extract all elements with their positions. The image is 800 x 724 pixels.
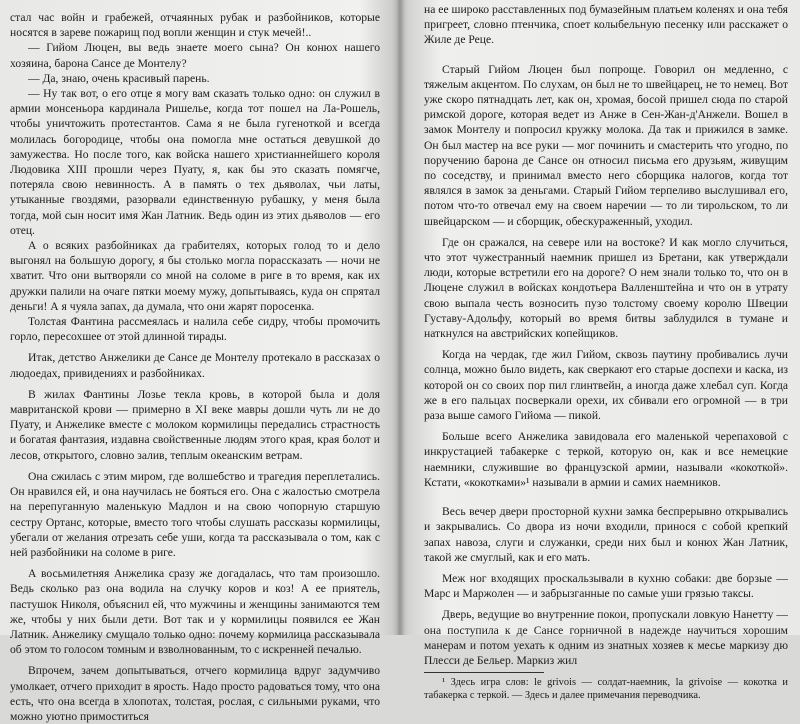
paragraph: Толстая Фантина рассмеялась и налила себе сидру, чтобы промочить горло, пересохшее от этой длинной тирады.: [10, 315, 380, 344]
paragraph: — Да, знаю, очень красивый парень.: [28, 71, 210, 85]
paragraph: В жилах Фантины Лозье текла кровь, в которой была и доля мавританской крови — примерно в XI веке мавры дошли чуть ли не до Пуату, и Анжелике вместе с молоком кормилицы передались страстность и богатая фантазия, издавна свойственные людям этого края, края болот и лесов, открытого, словно залив, теплым океанским ветрам.: [10, 387, 380, 462]
paragraph: на ее широко расставленных под бумазейным платьем коленях и она тебя пригреет, словно птенчика, споет колыбельную песенку или расскажет о Жиле де Реце.: [424, 3, 788, 47]
paragraph: Больше всего Анжелика завидовала его маленькой черепаховой с инкрустацией табакерке с теркой, которую он, как и все немецкие наемники, служившие во французской армии, называли «кокоткой». Кстати, «кокотками»¹ называли в армии и самих наемников.: [424, 430, 788, 489]
paragraph: Старый Гийом Люцен был попроще. Говорил он медленно, с тяжелым акцентом. По слухам, он был не то швейцарец, не то немец. Вот уже скоро пятнадцать лет, как он, хромая, босой пришел сюда по старой римской дороге, которая ведет из Анже в Сен-Жан-д'Анжели. Вошел в замок Монтелу и попросил кружку молока. Да так и прижился в замке. Он был мастер на все руки — мог починить и смастерить что угодно, по поручению барона де Сансе он относил письма его друзьям, живущим по соседству, и принимал вместо него сборщика налогов, когда тот являлся в замок за деньгами. Старый Гийом терпеливо выслушивал его, потом что-то отвечал ему на своем наречии — то ли тирольском, то ли швейцарском — и сборщик, обескураженный, уходил.: [424, 62, 788, 228]
paragraph: Итак, детство Анжелики де Сансе де Монтелу протекало в рассказах о людоедах, привидениях и разбойниках.: [10, 351, 380, 380]
footnote: [424, 676, 788, 702]
paragraph: Дверь, ведущие во внутренние покои, пропускали ловкую Нанетту — она поступила к де Сансе горничной в надежде научиться хорошим манерам и потом уехать к одним из знатных хозяев к месье маркизу дю Плесси де Бельер. Маркиз жил: [424, 608, 788, 667]
paragraph: — Ну так вот, о его отце я могу вам сказать только одно: он служил в армии монсеньора кардинала Ришелье, когда тот пошел на Ла-Рошель, чтобы уничтожить протестантов. Сама я не была гугеноткой и всегда молилась богородице, чтобы она помогла мне остаться девушкой до замужества. Но после того, как войска нашего христианнейшего короля Людовика XIII прошли через Пуату, я, как бы это сказать помягче, потеряла свою невинность. А в память о тех дьяволах, чьи латы, утыканные гвоздями, разорвали единственную рубашку, у меня была тогда, мой сын носит имя Жан Латник. Ведь один из этих дьяволов — его отец.: [10, 87, 380, 237]
left-page: [0, 0, 400, 723]
paragraph: Впрочем, зачем допытываться, отчего кормилица вдруг задумчиво умолкает, отчего приходит в ярость. Надо просто радоваться тому, что она есть, что она всегда в хлопотах, толстая, рослая, с сильными руками, что можно уютно примоститься: [10, 664, 380, 723]
paragraph: — Гийом Люцен, вы ведь знаете моего сына? Он конюх нашего хозяина, барона Сансе де Монтелу?: [10, 41, 380, 70]
paragraph: стал час войн и грабежей, отчаянных рубак и разбойников, которые носятся в зареве пожарищ под вопли женщин и стук мечей!..: [10, 11, 380, 40]
paragraph: Она сжилась с этим миром, где волшебство и трагедия переплетались. Он нравился ей, и она научилась не бояться его. Она с жалостью смотрела на перепуганную маленькую Мадлон и на свою чопорную старшую сестру Ортанс, которые, вместо того чтобы слушать рассказы кормилицы, убегали от желания отрезать себе уши, когда та рассказывала о том, как с ней разбойники на соломе в риге.: [10, 469, 380, 559]
paragraph: Где он сражался, на севере или на востоке? И как могло случиться, что этот чужестранный наемник пришел из Бретани, как утверждали люди, которые встретили его на дороге? О нем знали только то, что он в Люцене служил в войсках кондотьера Валленштейна и что он в утрату свою выпала честь возносить пузо толстому своему королю Швеции Густаву-Адольфу, который во время битвы заблудился в тумане и наткнулся на австрийских копейщиков.: [424, 235, 788, 341]
paragraph: Весь вечер двери просторной кухни замка беспрерывно открывались и закрывались. Со двора из ночи входили, принося с собой крепкий запах навоза, слуги и служанки, среди них был и конюх Жан Латник, такой же смуглый, как и его мать.: [424, 505, 788, 564]
paragraph: А восьмилетняя Анжелика сразу же догадалась, что там произошло. Ведь сколько раз она водила на случку коров и коз! А ее приятель, пастушок Николя, объяснил ей, что мужчины и женщины занимаются тем же, чтобы у них были дети. Вот так и у кормилицы появился ее Жан Латник. Анжелику смущало только одно: почему кормилица рассказывала об этом то голосом томным и взволнованным, то с искренней печалью.: [10, 567, 380, 657]
paragraph: Меж ног входящих проскальзывали в кухню собаки: две борзые — Марс и Маржолен — и забрызганные по самые уши грязью таксы.: [424, 571, 788, 601]
footnote-text: ¹ Здесь игра слов: le grivois — солдат-наемник, la grivoise — кокотка и табакерка с теркой. — Здесь и далее примечания переводчика.: [424, 677, 788, 702]
right-page: [400, 0, 800, 702]
footnote-divider: [424, 672, 544, 673]
right-page-text: [424, 2, 788, 668]
paragraph: Когда на чердак, где жил Гийом, сквозь паутину пробивались лучи солнца, можно было видеть, как сверкают его старые доспехи и каска, из которой он со своих пор пил глинтвейн, а иногда даже хлебал суп. Когда же в его пальцах посверкали орехи, их сбивали его огромной — в три раза выше самого Гийома — пикой.: [424, 348, 788, 423]
paragraph: А о всяких разбойниках да грабителях, которых голод то и дело выгонял на большую дорогу, я бы столько могла порассказать — ночи не хватит. Что они вытворяли со мной на соломе в риге в то время, как их дружки палили на очаге пятки моему мужу, допытываясь, куда он спрятал деньги! А я чуяла запах, да думала, что они жарят поросенка.: [10, 239, 380, 313]
left-page-text: [10, 10, 380, 724]
